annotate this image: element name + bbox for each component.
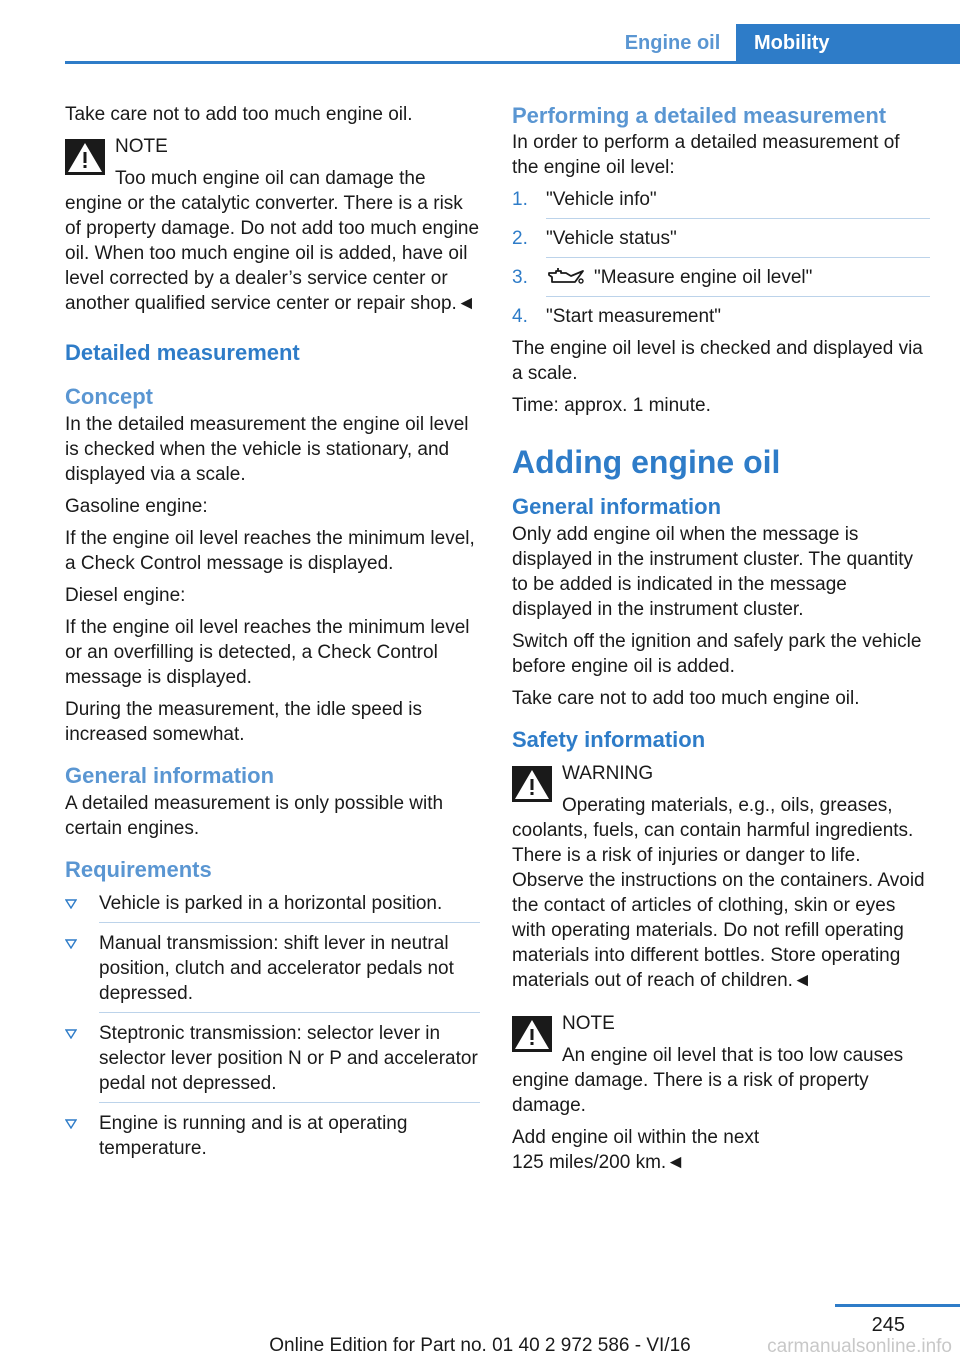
triangle-bullet-icon bbox=[65, 939, 77, 949]
header-rule bbox=[65, 61, 960, 64]
general-text-1: Only add engine oil when the message is displayed in the instrument cluster. The quantity to be added is indicated in the message displayed in the instrument cluster. bbox=[512, 524, 913, 620]
performing-text: In order to perform a detailed measurement of the engine oil level: bbox=[512, 132, 900, 178]
heading-detailed-measurement: Detailed measurement bbox=[65, 340, 300, 365]
edition-text: Online Edition for Part no. 01 40 2 972 586 - VI/16 bbox=[269, 1335, 691, 1356]
warning-text: Operating materials, e.g., oils, greases, coolants, fuels, can contain harmful ingredients. There is a risk of injuries or danger to life. Observe the instructions on the containers. Avoid the contact of articles of clothing, skin or eyes with operating materials. Do not refill operating materials into different bottles. Store operating materials out of reach of children.◄ bbox=[512, 795, 925, 991]
step-number: 3. bbox=[512, 267, 528, 288]
list-item: 2. "Vehicle status" bbox=[512, 226, 930, 258]
note-notice-2 bbox=[512, 1011, 930, 1118]
heading-adding-engine-oil: Adding engine oil bbox=[512, 444, 781, 480]
header-section-title: Engine oil bbox=[624, 32, 721, 54]
note-text-2: An engine oil level that is too low causes engine damage. There is a risk of property damage. bbox=[512, 1045, 904, 1116]
list-item: Manual transmission: shift lever in neutral position, clutch and accelerator pedals not depressed. bbox=[65, 931, 480, 1013]
heading-general-information: General information bbox=[65, 763, 275, 788]
list-item: 3. "Measure engine oil level" bbox=[512, 265, 930, 297]
heading-general-information-2: General information bbox=[512, 494, 722, 519]
steps-list bbox=[512, 187, 930, 329]
triangle-bullet-icon bbox=[65, 1029, 77, 1039]
warning-label: WARNING bbox=[562, 763, 654, 784]
page-number: 245 bbox=[871, 1314, 905, 1336]
warning-notice bbox=[512, 761, 930, 993]
gasoline-label: Gasoline engine: bbox=[65, 496, 208, 517]
triangle-bullet-icon bbox=[65, 899, 77, 909]
idle-speed-text: During the measurement, the idle speed is increased somewhat. bbox=[65, 699, 422, 745]
warning-triangle-icon bbox=[65, 139, 105, 175]
triangle-bullet-icon bbox=[65, 1119, 77, 1129]
footer-rule bbox=[835, 1304, 960, 1307]
warning-triangle-icon bbox=[512, 766, 552, 802]
step-number: 1. bbox=[512, 189, 528, 210]
heading-safety-information: Safety information bbox=[512, 727, 706, 752]
list-item: Steptronic transmission: selector lever in selector lever position N or P and accelerator pedal not depressed. bbox=[65, 1021, 480, 1103]
list-item: 4. "Start measurement" bbox=[512, 306, 722, 327]
note-label: NOTE bbox=[115, 136, 168, 157]
general-text-2: Switch off the ignition and safely park the vehicle before engine oil is added. bbox=[512, 631, 922, 677]
note-label-2: NOTE bbox=[562, 1013, 615, 1034]
general-text: A detailed measurement is only possible with certain engines. bbox=[65, 793, 444, 839]
step-number: 4. bbox=[512, 306, 528, 327]
oil-can-icon bbox=[546, 267, 586, 287]
left-column bbox=[65, 102, 480, 1168]
note-notice bbox=[65, 134, 480, 316]
list-item: Engine is running and is at operating temperature. bbox=[65, 1111, 480, 1161]
general-text-3: Take care not to add too much engine oil. bbox=[512, 688, 860, 709]
requirements-list bbox=[65, 891, 480, 1161]
gasoline-text: If the engine oil level reaches the minimum level, a Check Control message is displayed. bbox=[65, 528, 475, 574]
watermark: carmanualsonline.info bbox=[767, 1336, 952, 1357]
note-text: Too much engine oil can damage the engine or the catalytic converter. There is a risk of property damage. Do not add too much engine oil. When too much engine oil is added, have oil level corrected by a dealer’s service center or another qualified service center or repair shop.◄ bbox=[65, 168, 480, 314]
step-number: 2. bbox=[512, 228, 528, 249]
header-chapter-tab: Mobility bbox=[736, 24, 960, 62]
heading-requirements: Requirements bbox=[65, 857, 212, 882]
heading-performing-measurement: Performing a detailed measurement bbox=[512, 103, 887, 128]
add-oil-text: Add engine oil within the next 125 miles/200 km.◄ bbox=[512, 1127, 760, 1173]
diesel-label: Diesel engine: bbox=[65, 585, 186, 606]
time-text: Time: approx. 1 minute. bbox=[512, 395, 711, 416]
warning-triangle-icon bbox=[512, 1016, 552, 1052]
heading-concept: Concept bbox=[65, 384, 153, 409]
concept-text: In the detailed measurement the engine oil level is checked when the vehicle is stationary, and displayed via a scale. bbox=[65, 414, 469, 485]
checked-text: The engine oil level is checked and displayed via a scale. bbox=[512, 338, 923, 384]
intro-text: Take care not to add too much engine oil. bbox=[65, 104, 413, 125]
list-item: 1. "Vehicle info" bbox=[512, 187, 930, 219]
right-column bbox=[512, 102, 930, 1182]
list-item: Vehicle is parked in a horizontal position. bbox=[65, 891, 480, 923]
diesel-text: If the engine oil level reaches the minimum level or an overfilling is detected, a Check Control message is displayed. bbox=[65, 617, 470, 688]
